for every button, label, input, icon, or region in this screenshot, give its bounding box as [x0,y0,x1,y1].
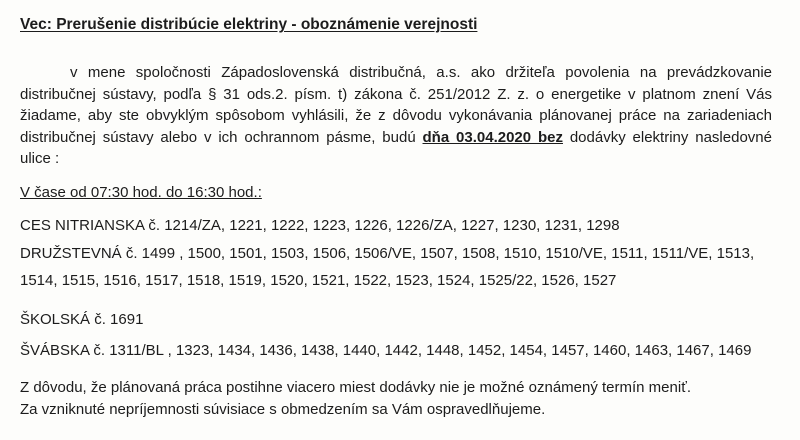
street-druzstevna-line2: 1514, 1515, 1516, 1517, 1518, 1519, 1520, 1521, 1522, 1523, 1524, 1525/22, 1526, 1527 [20,272,617,289]
street-skolska: ŠKOLSKÁ č. 1691 [20,311,144,328]
street-druzstevna-line1: DRUŽSTEVNÁ č. 1499 , 1500, 1501, 1503, 1506, 1506/VE, 1507, 1508, 1510, 1510/VE, 1511, 1511/VE, 1513, [20,245,755,262]
intro-text-after: dodávky elektriny nasledovné ulice : [20,128,772,167]
closing-line-2: Za vzniknuté nepríjemnosti súvisiace s obmedzením sa Vám ospravedlňujeme. [20,401,546,418]
closing-line-1: Z dôvodu, že plánovaná práca postihne viacero miest dodávky nie je možné oznámený termín meniť. [20,379,691,396]
closing-paragraph [20,377,780,421]
street-ces-nitrianska: CES NITRIANSKA č. 1214/ZA, 1221, 1222, 1223, 1226, 1226/ZA, 1227, 1230, 1231, 1298 [20,217,620,234]
street-druzstevna [20,240,780,294]
time-window-heading: V čase od 07:30 hod. do 16:30 hod.: [20,184,262,201]
intro-text-before: v mene spoločnosti Západoslovenská distribučná, a.s. ako držiteľa povolenia na prevádzkovanie distribučnej sústavy, podľa § 31 ods.2. písm. t) zákona č. 251/2012 Z. z. o energetike v platnom znení Vás žiadame, aby ste obvyklým spôsobom vyhlásili, že z dôvodu vykonávania plánovanej práce na zariadeniach distribučnej sústavy alebo v ich ochrannom pásme, budú [20,64,772,146]
street-svabska: ŠVÁBSKA č. 1311/BL , 1323, 1434, 1436, 1438, 1440, 1442, 1448, 1452, 1454, 1457, 1460, 1463, 1467, 1469 [20,342,752,359]
subject-line: Vec: Prerušenie distribúcie elektriny - oboznámenie verejnosti [20,16,478,33]
intro-paragraph [20,62,772,170]
outage-date: dňa 03.04.2020 bez [422,128,563,146]
